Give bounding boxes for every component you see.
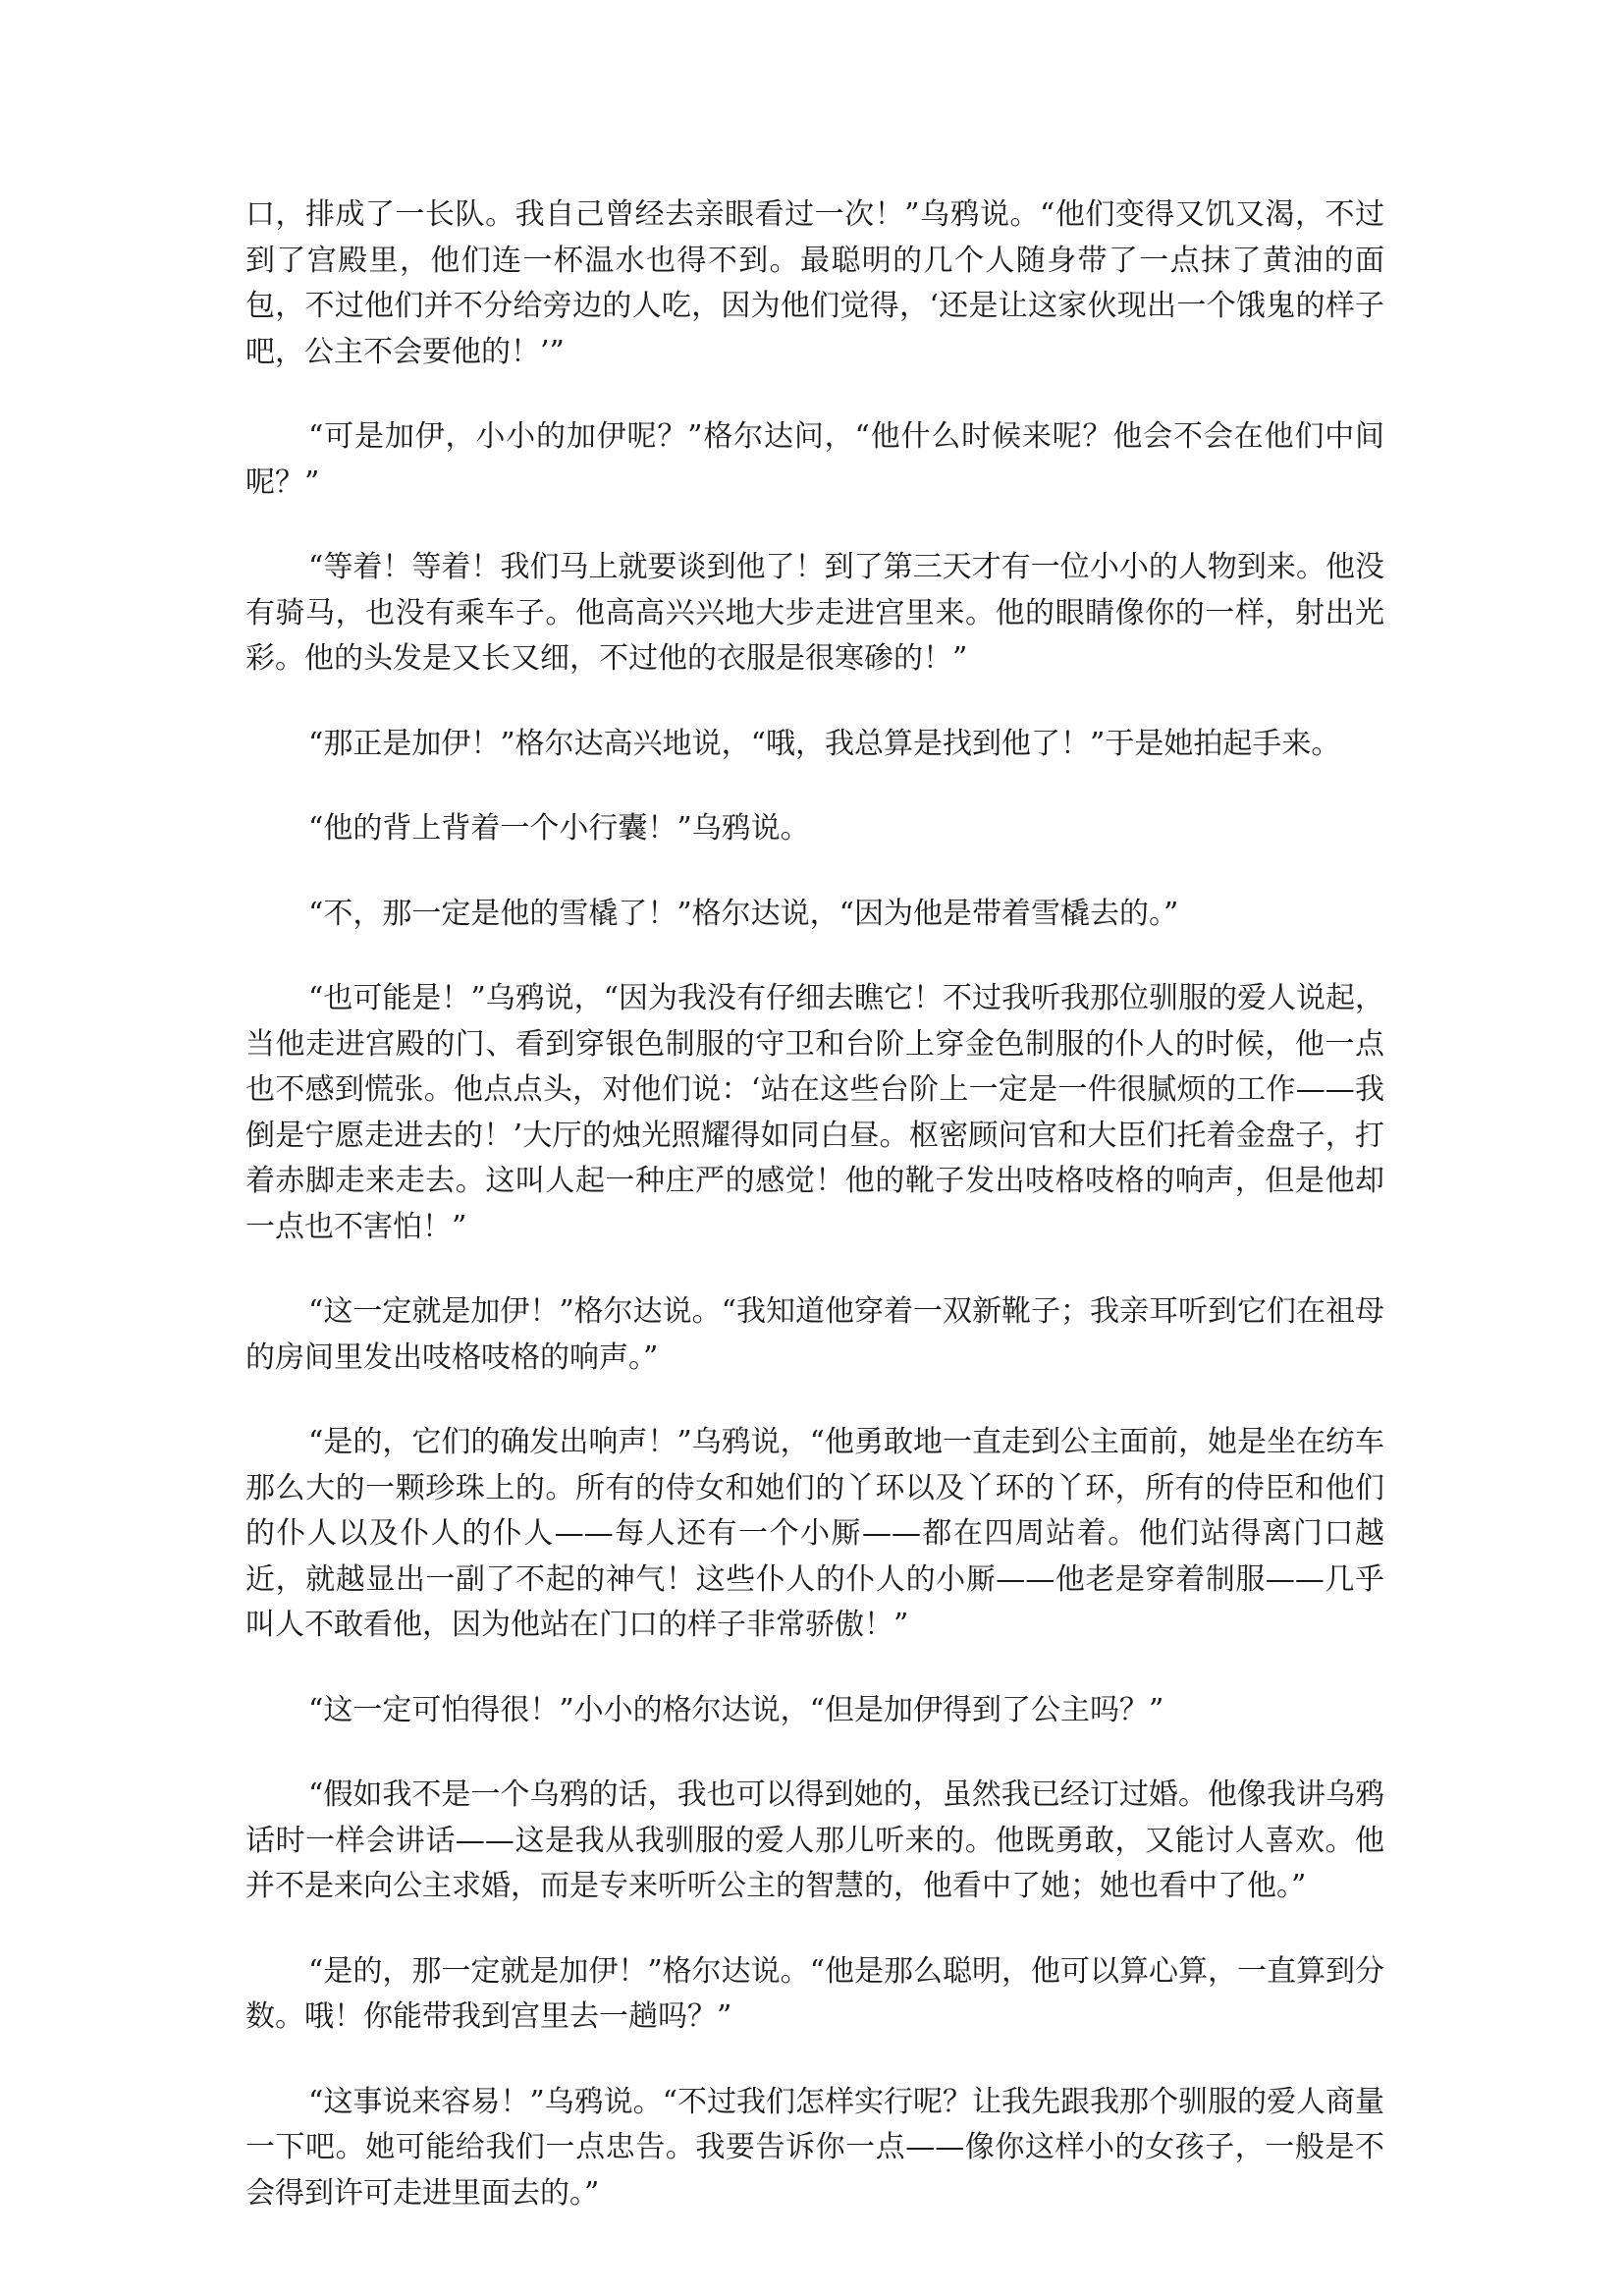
paragraph-sledge: “不，那一定是他的雪橇了！”格尔达说，“因为他是带着雪橇去的。”: [308, 896, 1179, 931]
paragraph-princess-pearl: “是的，它们的确发出响声！”乌鸦说，“他勇敢地一直走到公主面前，她是坐在纺车那么大的一颗珍珠上的。所有的侍女和她们的丫环以及丫环的丫环，所有的侍臣和他们的仆人以及仆人的仆人——每人还有一个小厮——都在四周站着。他们站得离门口越近，就越显出一副了不起的神气！这些仆人的仆人的小厮——他老是穿着制服——几乎叫人不敢看他，因为他站在门口的样子非常骄傲！”: [245, 1425, 1385, 1642]
paragraph-gerda-asks: “可是加伊，小小的加伊呢？”格尔达问，“他什么时候来呢？他会不会在他们中间呢？”: [245, 419, 1384, 500]
paragraph-third-day-arrival: “等着！等着！我们马上就要谈到他了！到了第三天才有一位小小的人物到来。他没有骑马，也没有乘车子。他高高兴兴地大步走进宫里来。他的眼睛像你的一样，射出光彩。他的头发是又长又细，不过他的衣服是很寒碜的！”: [245, 550, 1384, 676]
paragraph-frightful: “这一定可怕得很！”小小的格尔达说，“但是加伊得到了公主吗？”: [308, 1692, 1164, 1727]
paragraph-new-boots: “这一定就是加伊！”格尔达说。“我知道他穿着一双新靴子；我亲耳听到它们在祖母的房间里发出吱格吱格的响声。”: [245, 1294, 1385, 1375]
paragraph-crow-engaged: “假如我不是一个乌鸦的话，我也可以得到她的，虽然我已经订过婚。他像我讲乌鸦话时一样会讲话——这是我从我驯服的爱人那儿听来的。他既勇敢，又能讨人喜欢。他并不是来向公主求婚，而是专来听听公主的智慧的，他看中了她；她也看中了他。”: [245, 1777, 1384, 1903]
paragraph-palace-entry: “也可能是！”乌鸦说，“因为我没有仔细去瞧它！不过我听我那位驯服的爱人说起，当他走进宫殿的门、看到穿银色制服的守卫和台阶上穿金色制服的仆人的时候，他一点也不感到慌张。他点点头，对他们说：‘站在这些台阶上一定是一件很腻烦的工作——我倒是宁愿走进去的！’大厅的烛光照耀得如同白昼。枢密顾问官和大臣们托着金盘子，打着赤脚走来走去。这叫人起一种庄严的感觉！他的靴子发出吱格吱格的响声，但是他却一点也不害怕！”: [245, 981, 1385, 1244]
paragraph-take-me-to-palace: “是的，那一定就是加伊！”格尔达说。“他是那么聪明，他可以算心算，一直算到分数。哦！你能带我到宫里去一趟吗？”: [245, 1953, 1385, 2034]
paragraph-easy-said: “这事说来容易！”乌鸦说。“不过我们怎样实行呢？让我先跟我那个驯服的爱人商量一下吧。她可能给我们一点忠告。我要告诉你一点——像你这样小的女孩子，一般是不会得到许可走进里面去的。”: [245, 2084, 1385, 2211]
paragraph-crowd-queue: 口，排成了一长队。我自己曾经去亲眼看过一次！”乌鸦说。“他们变得又饥又渴，不过到了宫殿里，他们连一杯温水也得不到。最聪明的几个人随身带了一点抹了黄油的面包，不过他们并不分给旁边的人吃，因为他们觉得，‘还是让这家伙现出一个饿鬼的样子吧，公主不会要他的！’”: [245, 197, 1384, 369]
paragraph-knapsack: “他的背上背着一个小行囊！”乌鸦说。: [308, 811, 810, 846]
document-page: [245, 192, 1384, 2256]
paragraph-gerda-claps: “那正是加伊！”格尔达高兴地说，“哦，我总算是找到他了！”于是她拍起手来。: [308, 726, 1341, 761]
